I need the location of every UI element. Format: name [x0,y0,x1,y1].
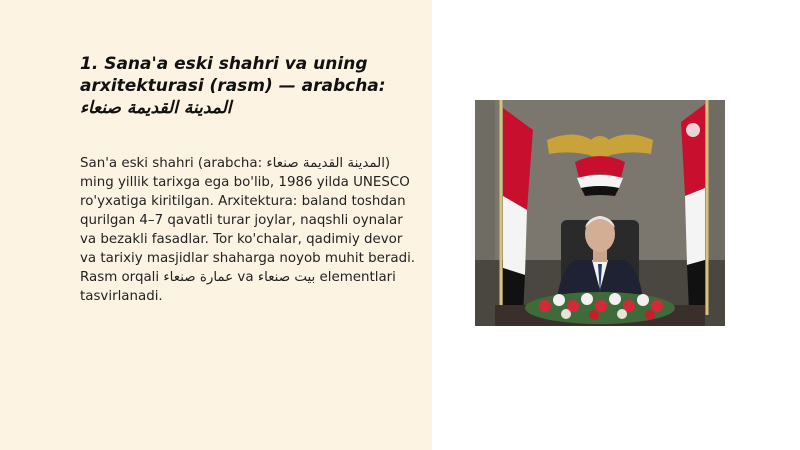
slide-body: San'a eski shahri (arabcha: المدينة القديمة صنعاء) ming yillik tarixga ega bo'lib, 1986 yilda UNESCO ro'yxatiga kiritilgan. Arxitektura: baland toshdan qurilgan 4–7 qavatli turar joylar, naqshli oynalar va bezakli fasadlar. Tor ko'chalar, qadimiy devor va tarixiy masjidlar shaharga noyob muhit beradi. Rasm orqali عمارة صنعاء va بيت صنعاء elementlari tasvirlanadi. [80,156,416,304]
official-photo [475,100,725,326]
slide-title: 1. Sana'a eski shahri va uning arxitekturasi (rasm) — arabcha: المدينة القديمة صنعاء [80,54,386,118]
